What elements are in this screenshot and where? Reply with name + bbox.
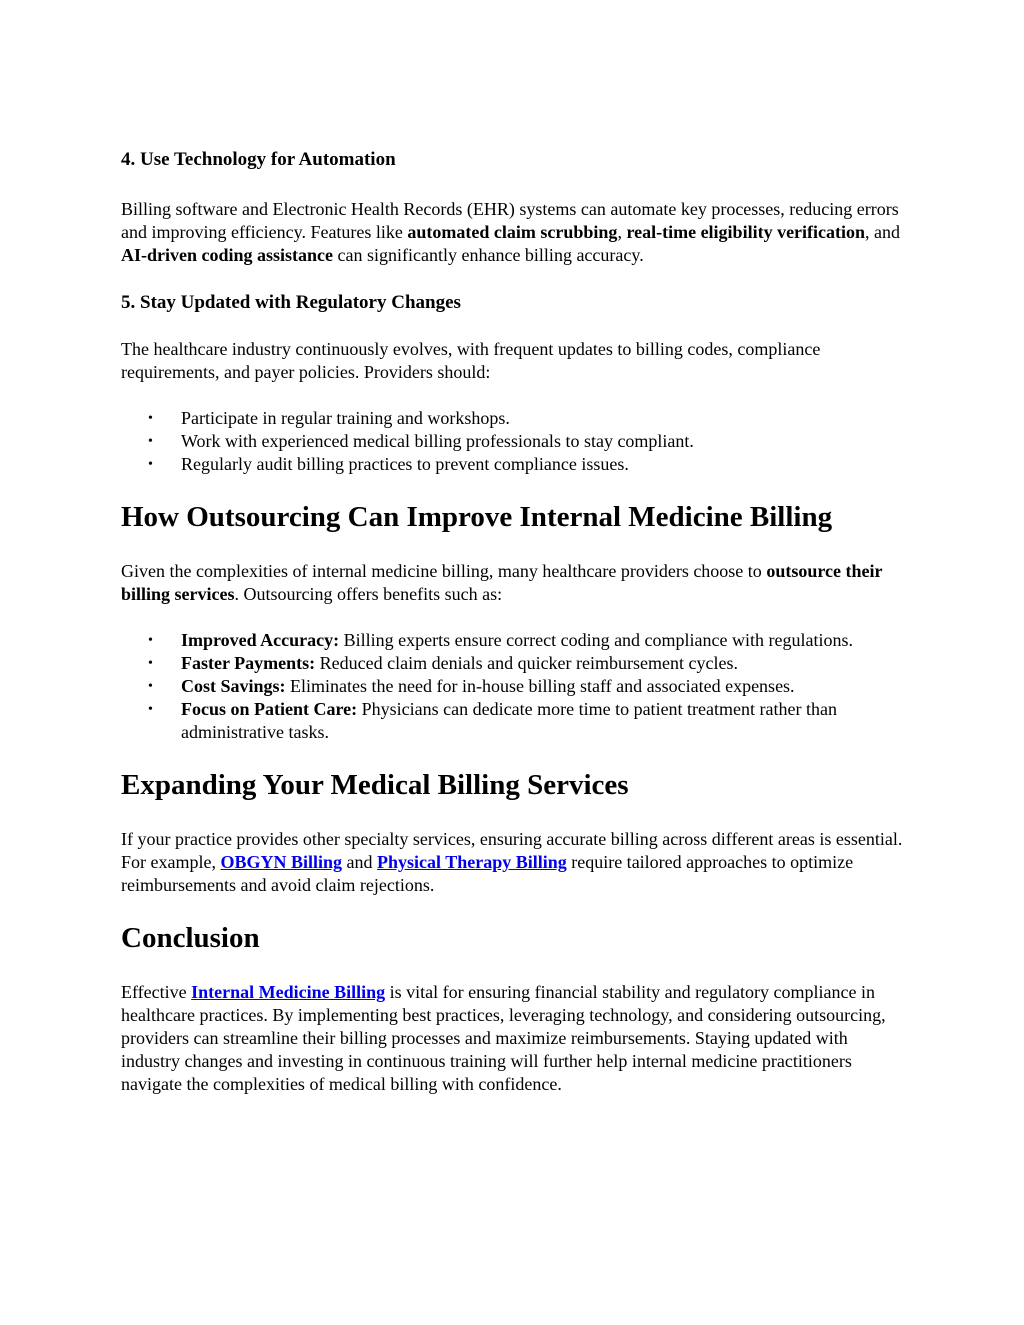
list-item: • Cost Savings: Eliminates the need for in-house billing staff and associated expenses. — [148, 676, 795, 696]
list-item: • Regularly audit billing practices to prevent compliance issues. — [148, 454, 629, 474]
expanding-paragraph: If your practice provides other specialty services, ensuring accurate billing across different areas is essential. For example, OBGYN Billing and Physical Therapy Billing require tailored approaches to optimize reimbursements and avoid claim rejections. — [121, 829, 903, 895]
list-item: • Improved Accuracy: Billing experts ensure correct coding and compliance with regulations. — [148, 630, 853, 650]
bullet-icon: • — [148, 656, 153, 671]
list-item: • Focus on Patient Care: Physicians can dedicate more time to patient treatment rather than administrative tasks. — [148, 699, 837, 742]
regulatory-list — [121, 407, 911, 476]
section-heading-outsourcing: How Outsourcing Can Improve Internal Medicine Billing — [121, 501, 833, 533]
ai-coding-assistance-term: AI-driven coding assistance — [121, 245, 334, 265]
bullet-icon: • — [148, 702, 153, 717]
section-heading-technology: 4. Use Technology for Automation — [121, 149, 396, 170]
physical-therapy-billing-link[interactable]: Physical Therapy Billing — [377, 852, 567, 872]
outsource-term: outsource their billing services — [121, 561, 883, 604]
bullet-icon: • — [148, 679, 153, 694]
conclusion-paragraph: Effective Internal Medicine Billing is vital for ensuring financial stability and regulatory compliance in healthcare practices. By implementing best practices, leveraging technology, and considering outsourcing, providers can streamline their billing processes and maximize reimbursements. Staying updated with industry changes and investing in continuous training will further help internal medicine practitioners navigate the complexities of medical billing with confidence. — [121, 982, 886, 1094]
outsourcing-benefits-list — [121, 629, 911, 744]
regulatory-paragraph: The healthcare industry continuously evolves, with frequent updates to billing codes, compliance requirements, and payer policies. Providers should: — [121, 339, 821, 382]
list-item: • Faster Payments: Reduced claim denials and quicker reimbursement cycles. — [148, 653, 738, 673]
section-heading-expanding: Expanding Your Medical Billing Services — [121, 769, 629, 801]
bullet-icon: • — [148, 434, 153, 449]
list-item: • Participate in regular training and workshops. — [148, 408, 510, 428]
outsourcing-paragraph: Given the complexities of internal medicine billing, many healthcare providers choose to outsource their billing services. Outsourcing offers benefits such as: — [121, 561, 883, 604]
section-heading-regulatory: 5. Stay Updated with Regulatory Changes — [121, 292, 461, 313]
section-heading-conclusion: Conclusion — [121, 922, 260, 954]
bullet-icon: • — [148, 457, 153, 472]
obgyn-billing-link[interactable]: OBGYN Billing — [220, 852, 343, 872]
list-item: • Work with experienced medical billing professionals to stay compliant. — [148, 431, 694, 451]
automated-claim-scrubbing-term: automated claim scrubbing — [407, 222, 618, 242]
technology-paragraph: Billing software and Electronic Health Records (EHR) systems can automate key processes, reducing errors and improving efficiency. Features like automated claim scrubbing, real-time eligibility verification, and AI-driven coding assistance can significantly enhance billing accuracy. — [121, 199, 901, 265]
bullet-icon: • — [148, 633, 153, 648]
bullet-icon: • — [148, 411, 153, 426]
document-page — [121, 146, 911, 1096]
real-time-eligibility-term: real-time eligibility verification — [626, 222, 866, 242]
internal-medicine-billing-link[interactable]: Internal Medicine Billing — [191, 982, 386, 1002]
